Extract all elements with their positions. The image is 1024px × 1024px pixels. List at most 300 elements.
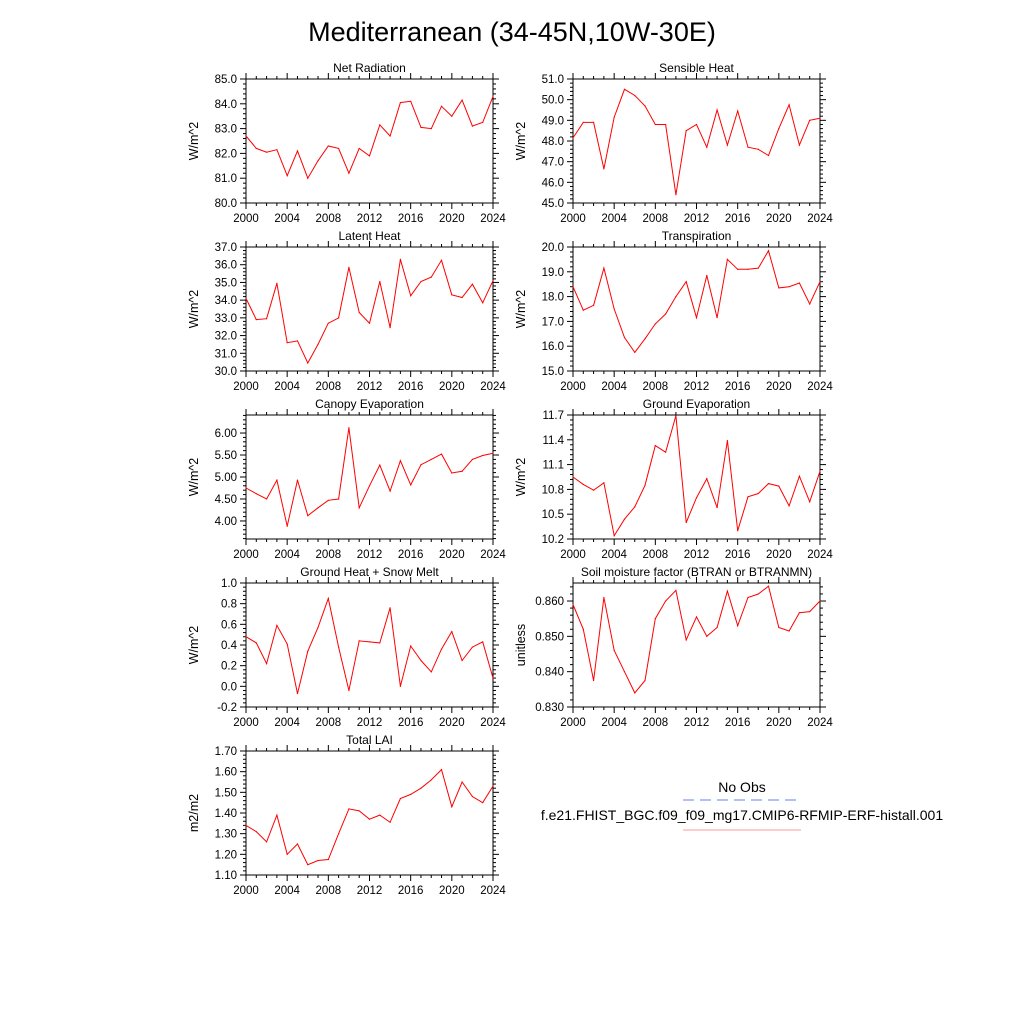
data-point bbox=[317, 627, 318, 628]
data-point bbox=[614, 535, 615, 536]
y-tick-label: 0.8 bbox=[221, 598, 237, 611]
data-point bbox=[328, 500, 329, 501]
data-point bbox=[389, 822, 390, 823]
y-tick-label: 0.850 bbox=[535, 631, 564, 644]
x-tick-label: 2000 bbox=[560, 717, 586, 729]
x-tick-label: 2024 bbox=[807, 717, 833, 729]
x-tick-label: 2024 bbox=[807, 549, 833, 561]
data-point bbox=[379, 124, 380, 125]
panel-title: Sensible Heat bbox=[659, 61, 734, 75]
data-point bbox=[696, 497, 697, 498]
data-point bbox=[789, 286, 790, 287]
data-point bbox=[778, 287, 779, 288]
data-point bbox=[655, 124, 656, 125]
data-point bbox=[451, 631, 452, 632]
data-point bbox=[655, 618, 656, 619]
data-point bbox=[276, 283, 277, 284]
data-point bbox=[348, 427, 349, 428]
data-point bbox=[431, 128, 432, 129]
data-point bbox=[307, 864, 308, 865]
y-tick-label: 0.840 bbox=[535, 666, 564, 679]
data-point bbox=[706, 147, 707, 148]
y-tick-label: 45.0 bbox=[541, 198, 564, 210]
data-point bbox=[431, 779, 432, 780]
data-point bbox=[789, 630, 790, 631]
data-point bbox=[276, 814, 277, 815]
data-point bbox=[675, 415, 676, 416]
y-tick-label: 5.50 bbox=[214, 450, 237, 463]
data-point bbox=[706, 478, 707, 479]
data-point bbox=[338, 646, 339, 647]
data-point bbox=[624, 89, 625, 90]
data-point bbox=[379, 281, 380, 282]
x-tick-label: 2020 bbox=[439, 717, 465, 729]
data-point bbox=[287, 175, 288, 176]
data-point bbox=[348, 808, 349, 809]
data-point bbox=[462, 471, 463, 472]
x-tick-label: 2016 bbox=[724, 549, 751, 561]
data-point bbox=[400, 102, 401, 103]
x-tick-label: 2000 bbox=[233, 717, 259, 729]
x-tick-label: 2000 bbox=[560, 381, 586, 393]
data-point bbox=[276, 479, 277, 480]
y-tick-label: 0.860 bbox=[535, 596, 564, 609]
data-point bbox=[492, 96, 493, 97]
y-tick-label: 51.0 bbox=[541, 74, 564, 86]
y-tick-label: 34.0 bbox=[214, 295, 237, 308]
x-tick-label: 2012 bbox=[683, 549, 710, 561]
data-point bbox=[778, 128, 779, 129]
data-point bbox=[727, 145, 728, 146]
x-tick-label: 2000 bbox=[233, 381, 259, 393]
data-point bbox=[266, 152, 267, 153]
x-tick-label: 2020 bbox=[439, 549, 465, 561]
y-tick-label: 82.0 bbox=[214, 148, 237, 161]
data-point bbox=[420, 788, 421, 789]
y-axis-label: unitless bbox=[514, 623, 528, 667]
y-tick-label: 5.00 bbox=[214, 472, 237, 484]
data-point bbox=[737, 110, 738, 111]
data-point bbox=[758, 493, 759, 494]
data-point bbox=[369, 819, 370, 820]
y-tick-label: 31.0 bbox=[214, 348, 237, 361]
y-axis-label: W/m^2 bbox=[187, 289, 201, 329]
data-point bbox=[307, 178, 308, 179]
data-point bbox=[451, 116, 452, 117]
x-tick-label: 2004 bbox=[274, 549, 300, 561]
data-point bbox=[614, 308, 615, 309]
y-tick-label: 84.0 bbox=[214, 98, 237, 111]
data-point bbox=[716, 627, 717, 628]
y-tick-label: 15.0 bbox=[541, 366, 564, 378]
data-point bbox=[593, 122, 594, 123]
data-point bbox=[768, 483, 769, 484]
data-point bbox=[716, 507, 717, 508]
data-point bbox=[359, 507, 360, 508]
data-point bbox=[256, 493, 257, 494]
x-tick-label: 2016 bbox=[397, 549, 424, 561]
x-tick-label: 2008 bbox=[315, 549, 342, 561]
y-tick-label: 1.50 bbox=[214, 787, 237, 800]
data-point bbox=[482, 802, 483, 803]
y-tick-label: 83.0 bbox=[214, 123, 237, 136]
y-tick-label: 37.0 bbox=[214, 242, 237, 254]
x-tick-label: 2004 bbox=[274, 381, 300, 393]
data-point bbox=[686, 639, 687, 640]
data-point bbox=[747, 269, 748, 270]
y-tick-label: 81.0 bbox=[214, 173, 237, 186]
y-tick-label: 33.0 bbox=[214, 312, 237, 325]
data-point bbox=[492, 280, 493, 281]
y-axis-label: W/m^2 bbox=[187, 457, 201, 497]
x-tick-label: 2000 bbox=[233, 549, 259, 561]
x-tick-label: 2024 bbox=[480, 213, 506, 225]
y-tick-label: 49.0 bbox=[541, 115, 564, 128]
legend-model-label: f.e21.FHIST_BGC.f09_f09_mg17.CMIP6-RFMIP-ERF-histall.001 bbox=[540, 807, 944, 823]
data-point bbox=[572, 604, 573, 605]
data-point bbox=[338, 317, 339, 318]
data-point bbox=[451, 806, 452, 807]
data-point bbox=[472, 284, 473, 285]
x-tick-label: 2016 bbox=[397, 717, 424, 729]
y-tick-label: 47.0 bbox=[541, 156, 564, 169]
data-point bbox=[492, 677, 493, 678]
y-tick-label: 17.0 bbox=[541, 316, 564, 329]
data-point bbox=[441, 260, 442, 261]
x-tick-label: 2004 bbox=[601, 213, 627, 225]
data-point bbox=[727, 591, 728, 592]
data-point bbox=[778, 627, 779, 628]
data-point bbox=[410, 645, 411, 646]
x-tick-label: 2004 bbox=[274, 213, 300, 225]
y-tick-label: 85.0 bbox=[214, 74, 237, 86]
x-tick-label: 2008 bbox=[642, 717, 669, 729]
y-tick-label: 11.4 bbox=[542, 434, 564, 447]
data-point bbox=[256, 831, 257, 832]
data-point bbox=[359, 312, 360, 313]
data-point bbox=[348, 173, 349, 174]
data-point bbox=[472, 126, 473, 127]
data-point bbox=[572, 286, 573, 287]
data-point bbox=[799, 282, 800, 283]
y-axis-label: W/m^2 bbox=[187, 121, 201, 161]
y-axis-label: W/m^2 bbox=[514, 457, 528, 497]
data-point bbox=[675, 296, 676, 297]
data-point bbox=[482, 122, 483, 123]
data-point bbox=[778, 485, 779, 486]
x-tick-label: 2020 bbox=[766, 549, 792, 561]
x-tick-label: 2008 bbox=[315, 213, 342, 225]
x-tick-label: 2000 bbox=[560, 549, 586, 561]
data-point bbox=[799, 612, 800, 613]
data-point bbox=[441, 106, 442, 107]
y-tick-label: 0.830 bbox=[535, 702, 564, 714]
x-tick-label: 2016 bbox=[724, 717, 751, 729]
x-tick-label: 2008 bbox=[315, 885, 342, 897]
y-axis-label: W/m^2 bbox=[187, 625, 201, 665]
data-point bbox=[420, 281, 421, 282]
data-point bbox=[441, 649, 442, 650]
data-point bbox=[768, 586, 769, 587]
data-point bbox=[307, 651, 308, 652]
data-point bbox=[603, 168, 604, 169]
data-point bbox=[634, 95, 635, 96]
y-tick-label: 19.0 bbox=[541, 266, 564, 279]
data-point bbox=[441, 769, 442, 770]
x-tick-label: 2004 bbox=[601, 717, 627, 729]
y-tick-label: 10.5 bbox=[541, 509, 564, 522]
data-point bbox=[665, 452, 666, 453]
data-point bbox=[256, 319, 257, 320]
data-point bbox=[369, 641, 370, 642]
y-axis-label: W/m^2 bbox=[514, 289, 528, 329]
data-point bbox=[603, 482, 604, 483]
data-point bbox=[758, 149, 759, 150]
data-point bbox=[737, 625, 738, 626]
x-tick-label: 2016 bbox=[724, 381, 751, 393]
data-point bbox=[410, 295, 411, 296]
data-point bbox=[634, 352, 635, 353]
data-point bbox=[482, 455, 483, 456]
panel-title: Latent Heat bbox=[338, 229, 401, 243]
data-point bbox=[482, 641, 483, 642]
data-point bbox=[686, 130, 687, 131]
data-point bbox=[665, 124, 666, 125]
data-point bbox=[665, 313, 666, 314]
data-point bbox=[696, 616, 697, 617]
data-point bbox=[737, 530, 738, 531]
data-point bbox=[400, 798, 401, 799]
y-tick-label: 30.0 bbox=[214, 366, 237, 378]
data-point bbox=[338, 833, 339, 834]
data-point bbox=[348, 267, 349, 268]
x-tick-label: 2000 bbox=[560, 213, 586, 225]
x-tick-label: 2008 bbox=[642, 381, 669, 393]
data-point bbox=[431, 459, 432, 460]
data-point bbox=[655, 445, 656, 446]
y-tick-label: 0.4 bbox=[221, 640, 237, 652]
data-point bbox=[572, 137, 573, 138]
data-point bbox=[472, 459, 473, 460]
data-point bbox=[696, 124, 697, 125]
data-point bbox=[410, 794, 411, 795]
data-point bbox=[379, 465, 380, 466]
x-tick-label: 2008 bbox=[642, 213, 669, 225]
x-tick-label: 2016 bbox=[397, 381, 424, 393]
x-tick-label: 2004 bbox=[601, 381, 627, 393]
data-point bbox=[307, 515, 308, 516]
data-point bbox=[276, 625, 277, 626]
x-tick-label: 2012 bbox=[356, 549, 383, 561]
data-point bbox=[819, 600, 820, 601]
data-point bbox=[737, 269, 738, 270]
data-point bbox=[287, 526, 288, 527]
y-tick-label: 48.0 bbox=[541, 136, 564, 148]
x-tick-label: 2020 bbox=[766, 381, 792, 393]
data-point bbox=[245, 636, 246, 637]
x-tick-label: 2024 bbox=[807, 213, 833, 225]
data-point bbox=[482, 302, 483, 303]
data-point bbox=[256, 642, 257, 643]
data-point bbox=[307, 362, 308, 363]
y-tick-label: 16.0 bbox=[541, 341, 564, 354]
data-point bbox=[266, 663, 267, 664]
y-tick-label: 50.0 bbox=[541, 94, 564, 107]
data-point bbox=[338, 148, 339, 149]
data-point bbox=[379, 814, 380, 815]
y-tick-label: 4.50 bbox=[214, 493, 237, 506]
x-tick-label: 2016 bbox=[724, 213, 751, 225]
x-tick-label: 2020 bbox=[766, 213, 792, 225]
data-point bbox=[369, 485, 370, 486]
data-point bbox=[431, 671, 432, 672]
x-tick-label: 2024 bbox=[807, 381, 833, 393]
x-tick-label: 2008 bbox=[642, 549, 669, 561]
data-point bbox=[389, 135, 390, 136]
data-point bbox=[431, 277, 432, 278]
data-point bbox=[686, 281, 687, 282]
data-point bbox=[420, 660, 421, 661]
data-point bbox=[245, 135, 246, 136]
y-tick-label: 0.0 bbox=[221, 681, 237, 694]
figure-title: Mediterranean (34-45N,10W-30E) bbox=[308, 17, 716, 47]
data-point bbox=[287, 342, 288, 343]
data-point bbox=[297, 693, 298, 694]
data-point bbox=[593, 305, 594, 306]
data-point bbox=[420, 464, 421, 465]
data-point bbox=[809, 501, 810, 502]
legend-obs-label: No Obs bbox=[718, 779, 766, 795]
data-point bbox=[624, 671, 625, 672]
x-tick-label: 2024 bbox=[480, 381, 506, 393]
data-point bbox=[603, 267, 604, 268]
data-point bbox=[634, 692, 635, 693]
x-tick-label: 2016 bbox=[397, 213, 424, 225]
y-tick-label: 1.30 bbox=[214, 828, 237, 841]
x-tick-label: 2020 bbox=[439, 885, 465, 897]
data-point bbox=[799, 476, 800, 477]
data-point bbox=[809, 120, 810, 121]
data-point bbox=[287, 643, 288, 644]
x-tick-label: 2012 bbox=[356, 213, 383, 225]
x-tick-label: 2004 bbox=[274, 717, 300, 729]
data-point bbox=[614, 650, 615, 651]
data-point bbox=[583, 122, 584, 123]
data-point bbox=[348, 690, 349, 691]
y-tick-label: 18.0 bbox=[541, 291, 564, 304]
data-point bbox=[410, 484, 411, 485]
data-point bbox=[359, 640, 360, 641]
data-point bbox=[789, 505, 790, 506]
data-point bbox=[328, 145, 329, 146]
data-point bbox=[572, 476, 573, 477]
y-tick-label: 0.2 bbox=[221, 660, 237, 673]
data-point bbox=[328, 598, 329, 599]
data-point bbox=[287, 854, 288, 855]
data-point bbox=[716, 317, 717, 318]
data-point bbox=[379, 642, 380, 643]
data-point bbox=[317, 344, 318, 345]
data-point bbox=[441, 454, 442, 455]
data-point bbox=[400, 460, 401, 461]
data-point bbox=[266, 498, 267, 499]
data-point bbox=[819, 281, 820, 282]
data-point bbox=[768, 155, 769, 156]
data-point bbox=[451, 294, 452, 295]
data-point bbox=[317, 507, 318, 508]
x-tick-label: 2020 bbox=[439, 381, 465, 393]
data-point bbox=[389, 607, 390, 608]
x-tick-label: 2012 bbox=[356, 717, 383, 729]
y-tick-label: 20.0 bbox=[541, 242, 564, 254]
y-tick-label: 46.0 bbox=[541, 177, 564, 190]
panel-title: Canopy Evaporation bbox=[315, 397, 424, 411]
data-point bbox=[492, 453, 493, 454]
data-point bbox=[245, 825, 246, 826]
x-tick-label: 2008 bbox=[315, 381, 342, 393]
x-tick-label: 2012 bbox=[683, 717, 710, 729]
data-point bbox=[614, 117, 615, 118]
y-tick-label: 36.0 bbox=[214, 259, 237, 272]
data-point bbox=[675, 194, 676, 195]
data-point bbox=[420, 127, 421, 128]
y-tick-label: 11.1 bbox=[542, 459, 564, 472]
y-tick-label: 80.0 bbox=[214, 198, 237, 210]
y-tick-label: 1.0 bbox=[221, 578, 237, 590]
data-point bbox=[583, 629, 584, 630]
data-point bbox=[266, 841, 267, 842]
y-tick-label: 1.20 bbox=[214, 849, 237, 862]
y-tick-label: 10.2 bbox=[541, 534, 564, 546]
data-point bbox=[338, 498, 339, 499]
data-point bbox=[634, 506, 635, 507]
data-point bbox=[624, 519, 625, 520]
y-tick-label: 1.40 bbox=[214, 808, 237, 820]
data-point bbox=[747, 597, 748, 598]
data-point bbox=[492, 786, 493, 787]
data-point bbox=[665, 600, 666, 601]
data-point bbox=[644, 105, 645, 106]
y-tick-label: 32.0 bbox=[214, 330, 237, 343]
y-tick-label: 1.10 bbox=[214, 870, 237, 882]
data-point bbox=[359, 148, 360, 149]
data-point bbox=[706, 275, 707, 276]
y-tick-label: 0.6 bbox=[221, 619, 237, 632]
data-point bbox=[644, 485, 645, 486]
data-point bbox=[727, 259, 728, 260]
y-tick-label: 35.0 bbox=[214, 277, 237, 290]
data-point bbox=[809, 303, 810, 304]
data-point bbox=[593, 490, 594, 491]
data-point bbox=[462, 99, 463, 100]
data-point bbox=[245, 487, 246, 488]
data-point bbox=[727, 440, 728, 441]
data-point bbox=[799, 145, 800, 146]
data-point bbox=[400, 686, 401, 687]
panel-title: Net Radiation bbox=[333, 61, 406, 75]
x-tick-label: 2000 bbox=[233, 213, 259, 225]
data-point bbox=[328, 859, 329, 860]
data-point bbox=[472, 646, 473, 647]
data-point bbox=[706, 636, 707, 637]
x-tick-label: 2020 bbox=[766, 717, 792, 729]
x-tick-label: 2000 bbox=[233, 885, 259, 897]
panel-title: Ground Heat + Snow Melt bbox=[300, 565, 439, 579]
data-point bbox=[675, 590, 676, 591]
data-point bbox=[472, 796, 473, 797]
x-tick-label: 2016 bbox=[397, 885, 424, 897]
y-axis-label: W/m^2 bbox=[514, 121, 528, 161]
